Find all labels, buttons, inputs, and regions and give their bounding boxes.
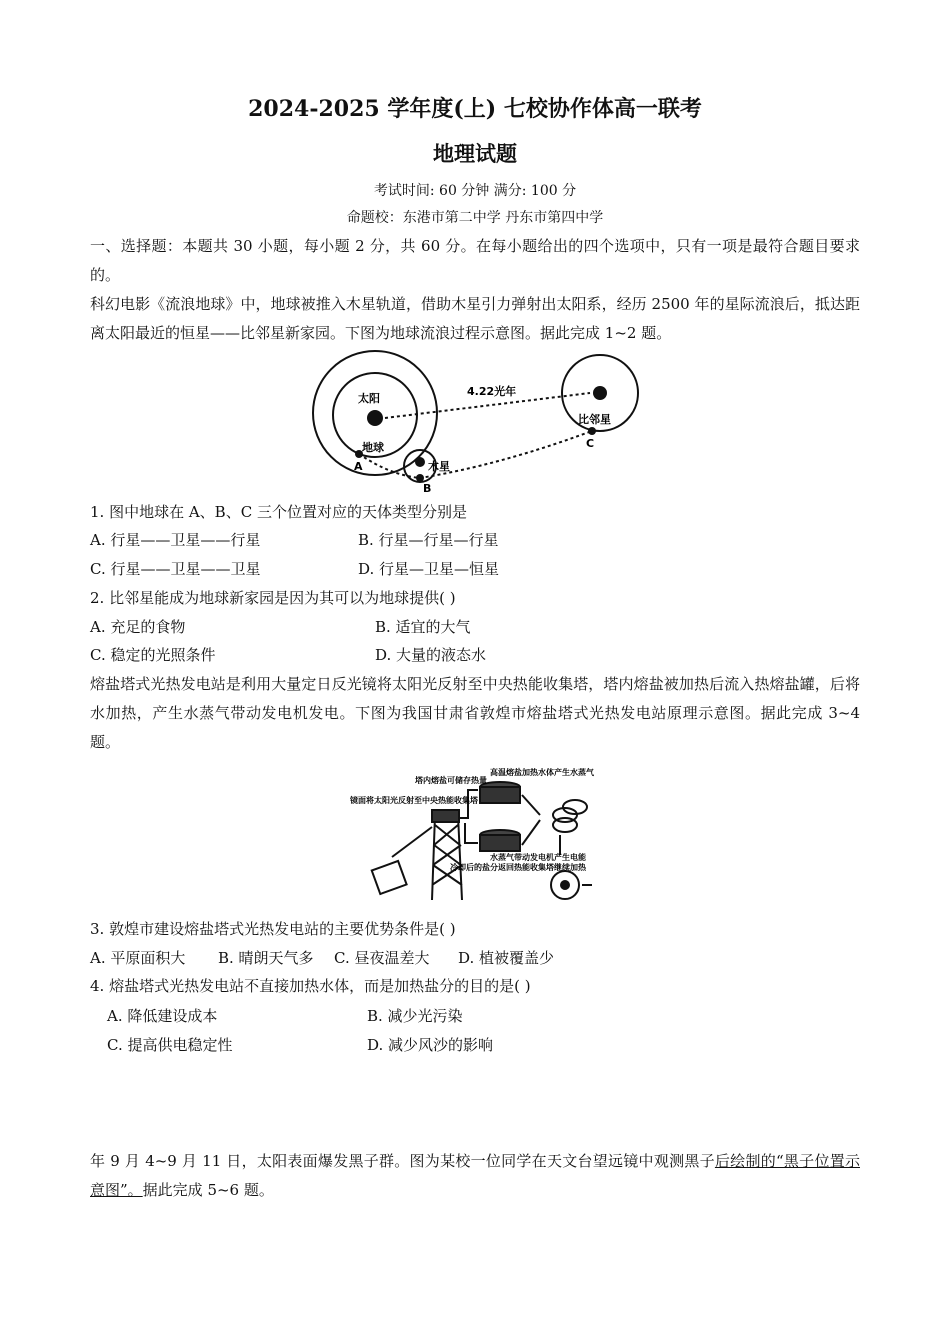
question-1: 1. 图中地球在 A、B、C 三个位置对应的天体类型分别是 xyxy=(90,503,467,521)
sun-label: 太阳 xyxy=(358,392,380,405)
subject-title: 地理试题 xyxy=(433,141,517,166)
question-3: 3. 敦煌市建设熔盐塔式光热发电站的主要优势条件是( ) xyxy=(90,920,456,938)
schools: 命题校：东港市第二中学 丹东市第四中学 xyxy=(346,210,604,226)
option[interactable]: A. 充足的食物 xyxy=(90,618,186,636)
option[interactable]: A. 行星——卫星——行星 xyxy=(90,531,261,549)
option[interactable]: C. 昼夜温差大 xyxy=(334,949,430,967)
option[interactable]: A. 降低建设成本 xyxy=(107,1007,218,1025)
store-label: 塔内熔盐可储存热量 xyxy=(415,775,487,785)
option[interactable]: C. 行星——卫星——卫星 xyxy=(90,560,261,578)
point-a: A xyxy=(354,460,363,473)
passage-3-end: 据此完成 5~6 题。 xyxy=(142,1181,274,1199)
point-c: C xyxy=(586,437,595,450)
point-b: B xyxy=(423,482,432,495)
earth-label: 地球 xyxy=(362,441,384,454)
question-2: 2. 比邻星能成为地球新家园是因为其可以为地球提供( ) xyxy=(90,589,456,607)
passage-2: 熔盐塔式光热发电站是利用大量定日反光镜将太阳光反射至中央热能收集塔，塔内熔盐被加热后流入热熔盐罐，后将水加热，产生水蒸气带动发电机发电。下图为我国甘肃省敦煌市熔盐塔式光热发电站原理示意图。据此完成 3~4 题。 xyxy=(90,675,860,751)
passage-1: 科幻电影《流浪地球》中，地球被推入木星轨道，借助木星引力弹射出太阳系，经历 2500 年的星际流浪后，抵达距离太阳最近的恒星——比邻星新家园。下图为地球流浪过程示意图。据此完成 1~2 题。 xyxy=(90,295,860,342)
power-station-figure xyxy=(340,765,620,905)
option[interactable]: D. 大量的液态水 xyxy=(375,646,487,664)
passage-3-text: 年 9 月 4~9 月 11 日，太阳表面爆发黑子群。图为某校一位同学在天文台望远镜中观测黑子 xyxy=(90,1152,715,1170)
option[interactable]: D. 减少风沙的影响 xyxy=(367,1036,494,1054)
option[interactable]: C. 提高供电稳定性 xyxy=(107,1036,233,1054)
distance-label: 4.22光年 xyxy=(467,385,517,398)
earth-wandering-figure xyxy=(300,350,650,500)
option[interactable]: B. 减少光污染 xyxy=(367,1007,463,1025)
question-4: 4. 熔盐塔式光热发电站不直接加热水体，而是加热盐分的目的是( ) xyxy=(90,977,531,995)
option[interactable]: C. 稳定的光照条件 xyxy=(90,646,216,664)
option[interactable]: A. 平原面积大 xyxy=(90,949,186,967)
section-instructions: 一、选择题：本题共 30 小题，每小题 2 分，共 60 分。在每小题给出的四个选项中，只有一项是最符合题目要求的。 xyxy=(90,237,860,284)
option[interactable]: B. 行星—行星—行星 xyxy=(358,531,499,549)
option[interactable]: B. 晴朗天气多 xyxy=(218,949,314,967)
mirror-label: 镜面将太阳光反射至中央热能收集塔 xyxy=(350,795,478,805)
option[interactable]: D. 行星—卫星—恒星 xyxy=(358,560,500,578)
cool-label: 冷却后的盐分返回热能收集塔继续加热 xyxy=(450,862,586,872)
jupiter-label: 木星 xyxy=(428,460,450,473)
exam-title: 2024-2025 学年度(上) 七校协作体高一联考 xyxy=(248,96,702,122)
option[interactable]: B. 适宜的大气 xyxy=(375,618,471,636)
proxima-label: 比邻星 xyxy=(578,413,611,426)
heat-label: 高温熔盐加热水体产生水蒸气 xyxy=(490,767,594,777)
exam-info: 考试时间: 60 分钟 满分: 100 分 xyxy=(373,183,577,199)
passage-3-underlined: 后绘制的“黑子位置示意图”。 xyxy=(90,1152,860,1199)
passage-3 xyxy=(90,1147,860,1205)
steam-label: 水蒸气带动发电机产生电能 xyxy=(490,852,586,862)
option[interactable]: D. 植被覆盖少 xyxy=(458,949,555,967)
